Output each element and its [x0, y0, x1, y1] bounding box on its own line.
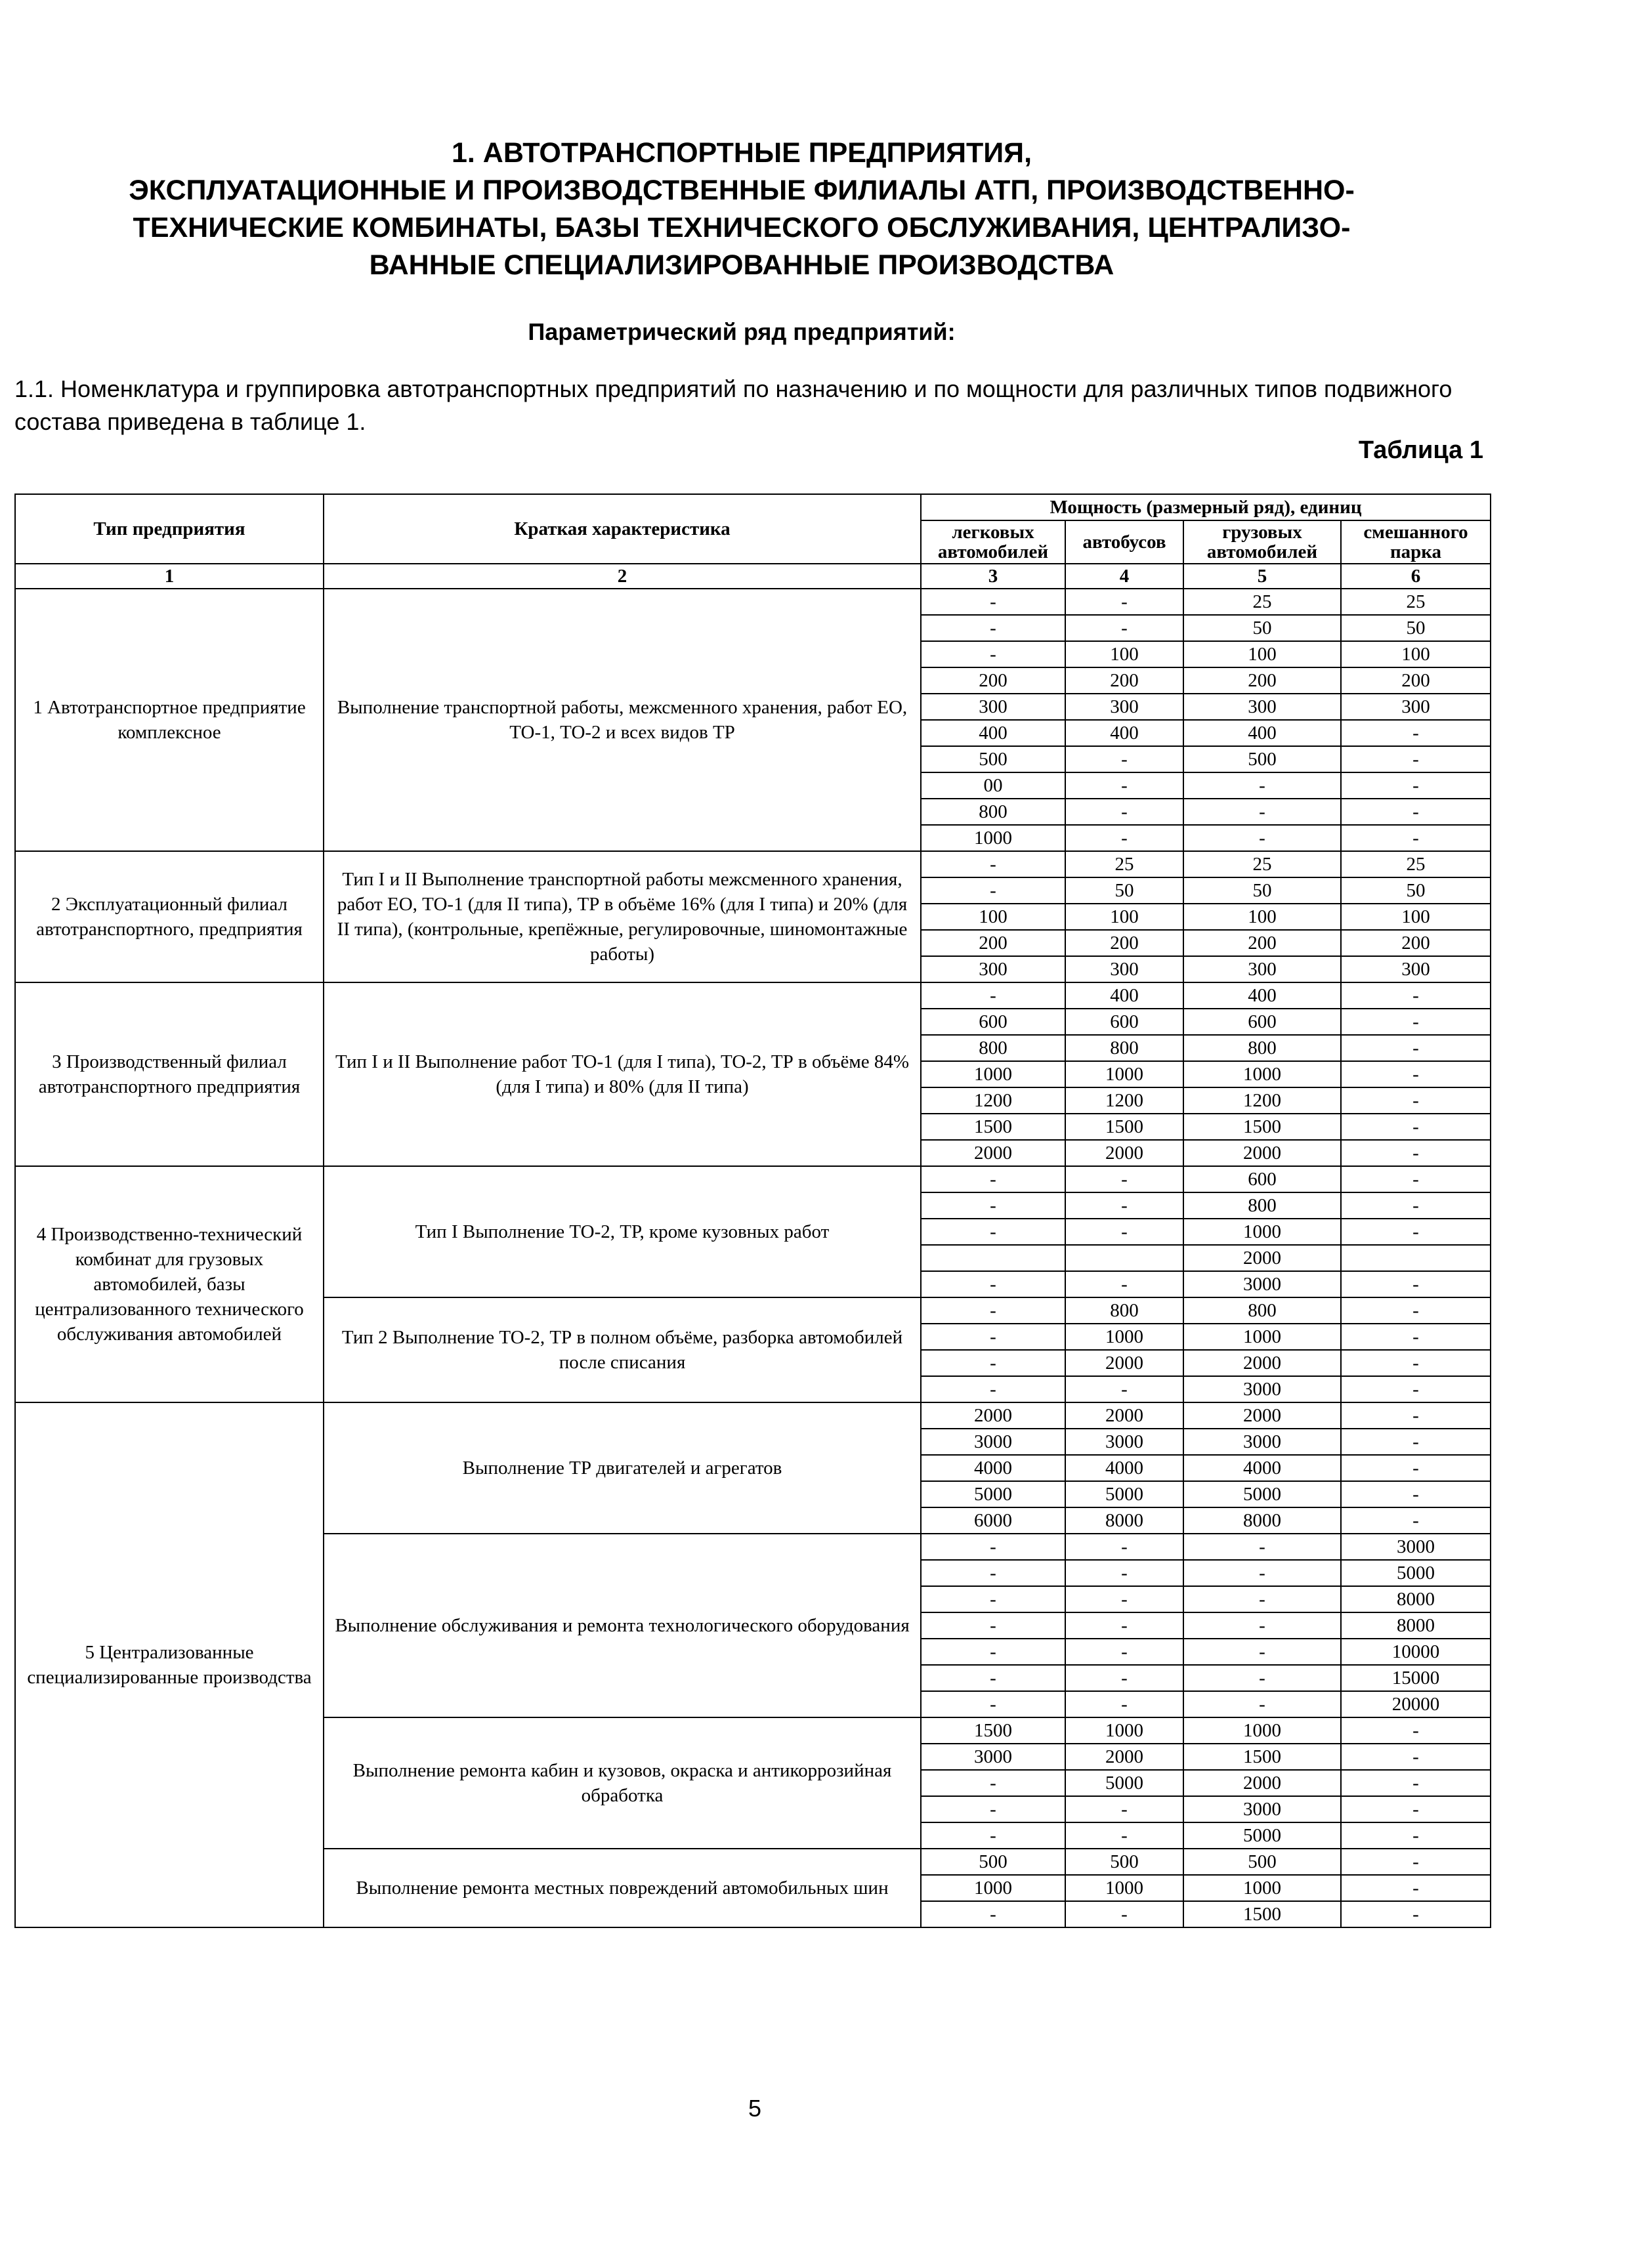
- value-cell: 300: [921, 956, 1065, 982]
- enterprise-type: 5 Централизованные специализированные производства: [15, 1402, 324, 1927]
- value-cell: 8000: [1341, 1612, 1491, 1639]
- value-cell: -: [921, 1665, 1065, 1691]
- value-cell: 600: [1065, 1009, 1183, 1035]
- value-cell: -: [1065, 1901, 1183, 1927]
- enterprise-description: Тип I и II Выполнение транспортной работы межсменного хранения, работ ЕО, ТО-1 (для II типа), ТР в объёме 16% (для I типа) и 20% (для II типа), (контрольные, крепёжные, регулировочные, шиномонтажные работы): [324, 851, 921, 982]
- value-cell: -: [1183, 825, 1341, 851]
- value-cell: -: [1065, 1691, 1183, 1717]
- value-cell: -: [1183, 772, 1341, 799]
- value-cell: 3000: [921, 1429, 1065, 1455]
- value-cell: 400: [1183, 982, 1341, 1009]
- value-cell: 500: [1183, 746, 1341, 772]
- table-row: [15, 589, 1491, 615]
- value-cell: 25: [1341, 589, 1491, 615]
- value-cell: [1065, 1245, 1183, 1271]
- value-cell: 1000: [1183, 1875, 1341, 1901]
- value-cell: 100: [1183, 904, 1341, 930]
- header-power: Мощность (размерный ряд), единиц: [921, 494, 1491, 520]
- page-number: 5: [748, 2095, 762, 2122]
- value-cell: 8000: [1065, 1507, 1183, 1534]
- value-cell: -: [1065, 1796, 1183, 1822]
- value-cell: -: [1183, 1665, 1341, 1691]
- value-cell: -: [1065, 1822, 1183, 1849]
- header-buses: автобусов: [1065, 520, 1183, 564]
- value-cell: -: [1341, 1271, 1491, 1297]
- value-cell: 100: [921, 904, 1065, 930]
- value-cell: 25: [1065, 851, 1183, 877]
- value-cell: 5000: [1341, 1560, 1491, 1586]
- value-cell: -: [921, 1297, 1065, 1324]
- value-cell: -: [1065, 825, 1183, 851]
- value-cell: -: [921, 1219, 1065, 1245]
- value-cell: 25: [1183, 851, 1341, 877]
- value-cell: -: [1065, 1586, 1183, 1612]
- value-cell: -: [1065, 1192, 1183, 1219]
- header-desc: Краткая характеристика: [324, 494, 921, 564]
- value-cell: 2000: [1065, 1402, 1183, 1429]
- value-cell: 300: [1065, 956, 1183, 982]
- value-cell: 5000: [1065, 1481, 1183, 1507]
- value-cell: 3000: [1183, 1376, 1341, 1402]
- value-cell: 1000: [921, 1061, 1065, 1087]
- value-cell: 400: [1183, 720, 1341, 746]
- value-cell: 5000: [1183, 1481, 1341, 1507]
- value-cell: 800: [1183, 1035, 1341, 1061]
- value-cell: 2000: [1183, 1350, 1341, 1376]
- value-cell: 50: [1065, 877, 1183, 904]
- value-cell: -: [1341, 746, 1491, 772]
- value-cell: -: [1341, 825, 1491, 851]
- value-cell: -: [921, 1639, 1065, 1665]
- value-cell: -: [1341, 982, 1491, 1009]
- value-cell: 300: [921, 694, 1065, 720]
- value-cell: -: [1341, 1376, 1491, 1402]
- value-cell: 200: [1065, 930, 1183, 956]
- table-body: [15, 589, 1491, 1927]
- header-type: Тип предприятия: [15, 494, 324, 564]
- value-cell: -: [1341, 1770, 1491, 1796]
- value-cell: -: [1065, 589, 1183, 615]
- value-cell: 200: [1341, 667, 1491, 694]
- value-cell: 2000: [1183, 1140, 1341, 1166]
- value-cell: -: [1341, 1744, 1491, 1770]
- value-cell: 1000: [921, 825, 1065, 851]
- value-cell: -: [1341, 1481, 1491, 1507]
- value-cell: 1500: [1183, 1114, 1341, 1140]
- value-cell: -: [1341, 1009, 1491, 1035]
- value-cell: -: [1341, 1219, 1491, 1245]
- value-cell: 600: [1183, 1166, 1341, 1192]
- header-trucks: грузовых автомобилей: [1183, 520, 1341, 564]
- value-cell: 2000: [1065, 1744, 1183, 1770]
- value-cell: -: [921, 1192, 1065, 1219]
- col-number: 5: [1183, 564, 1341, 589]
- value-cell: -: [1183, 799, 1341, 825]
- value-cell: 1000: [1065, 1061, 1183, 1087]
- value-cell: 15000: [1341, 1665, 1491, 1691]
- value-cell: -: [1065, 1271, 1183, 1297]
- value-cell: -: [921, 1586, 1065, 1612]
- value-cell: 400: [1065, 720, 1183, 746]
- value-cell: -: [921, 589, 1065, 615]
- enterprise-type: 1 Автотранспортное предприятие комплексное: [15, 589, 324, 851]
- value-cell: 800: [1183, 1192, 1341, 1219]
- value-cell: 2000: [1065, 1140, 1183, 1166]
- value-cell: -: [1341, 1717, 1491, 1744]
- value-cell: -: [921, 851, 1065, 877]
- value-cell: 100: [1341, 641, 1491, 667]
- value-cell: 300: [1183, 956, 1341, 982]
- value-cell: -: [921, 641, 1065, 667]
- value-cell: 500: [921, 746, 1065, 772]
- value-cell: 50: [1183, 615, 1341, 641]
- value-cell: 2000: [1183, 1770, 1341, 1796]
- enterprise-description: Тип I Выполнение ТО-2, ТР, кроме кузовных работ: [324, 1166, 921, 1297]
- value-cell: 20000: [1341, 1691, 1491, 1717]
- value-cell: -: [1341, 1324, 1491, 1350]
- value-cell: 200: [1065, 667, 1183, 694]
- value-cell: 1500: [921, 1717, 1065, 1744]
- enterprise-description: Тип I и II Выполнение работ ТО-1 (для I типа), ТО-2, ТР в объёме 84% (для I типа) и 80% (для II типа): [324, 982, 921, 1166]
- subtitle: Параметрический ряд предприятий:: [528, 318, 956, 345]
- value-cell: -: [1341, 1822, 1491, 1849]
- value-cell: 2000: [921, 1402, 1065, 1429]
- value-cell: 1000: [1183, 1717, 1341, 1744]
- value-cell: 50: [1341, 877, 1491, 904]
- value-cell: 300: [1341, 956, 1491, 982]
- value-cell: -: [1341, 720, 1491, 746]
- value-cell: 50: [1341, 615, 1491, 641]
- value-cell: -: [921, 1612, 1065, 1639]
- value-cell: 3000: [1183, 1271, 1341, 1297]
- value-cell: -: [1065, 1166, 1183, 1192]
- value-cell: 1200: [1183, 1087, 1341, 1114]
- value-cell: 1500: [1065, 1114, 1183, 1140]
- table-row: [15, 1402, 1491, 1429]
- value-cell: 3000: [1065, 1429, 1183, 1455]
- value-cell: -: [921, 1770, 1065, 1796]
- col-number: 4: [1065, 564, 1183, 589]
- value-cell: -: [1183, 1534, 1341, 1560]
- heading-line: ЭКСПЛУАТАЦИОННЫЕ И ПРОИЗВОДСТВЕННЫЕ ФИЛИАЛЫ АТП, ПРОИЗВОДСТВЕННО-: [129, 175, 1355, 206]
- value-cell: -: [1065, 1376, 1183, 1402]
- table-label: Таблица 1: [1358, 436, 1483, 464]
- value-cell: 400: [921, 720, 1065, 746]
- value-cell: 2000: [1065, 1350, 1183, 1376]
- value-cell: 300: [1065, 694, 1183, 720]
- value-cell: -: [1065, 799, 1183, 825]
- enterprise-description: Выполнение обслуживания и ремонта технологического оборудования: [324, 1534, 921, 1717]
- value-cell: 8000: [1341, 1586, 1491, 1612]
- value-cell: -: [1183, 1612, 1341, 1639]
- value-cell: 4000: [921, 1455, 1065, 1481]
- value-cell: 3000: [1183, 1796, 1341, 1822]
- value-cell: -: [1341, 1901, 1491, 1927]
- value-cell: 1500: [921, 1114, 1065, 1140]
- value-cell: 3000: [921, 1744, 1065, 1770]
- enterprise-type: 2 Эксплуатационный филиал автотранспортного, предприятия: [15, 851, 324, 982]
- value-cell: 800: [1065, 1297, 1183, 1324]
- value-cell: -: [1341, 1429, 1491, 1455]
- col-number: 2: [324, 564, 921, 589]
- value-cell: -: [1341, 1507, 1491, 1534]
- value-cell: -: [1065, 1612, 1183, 1639]
- value-cell: -: [1065, 1534, 1183, 1560]
- enterprise-description: Выполнение ремонта кабин и кузовов, окраска и антикоррозийная обработка: [324, 1717, 921, 1849]
- value-cell: -: [1341, 1087, 1491, 1114]
- value-cell: 5000: [1183, 1822, 1341, 1849]
- value-cell: -: [1065, 772, 1183, 799]
- header-cars: легковых автомобилей: [921, 520, 1065, 564]
- value-cell: 600: [921, 1009, 1065, 1035]
- enterprise-table: [14, 494, 1491, 1928]
- value-cell: 200: [1183, 930, 1341, 956]
- value-cell: -: [921, 1350, 1065, 1376]
- heading-line: 1. АВТОТРАНСПОРТНЫЕ ПРЕДПРИЯТИЯ,: [451, 137, 1032, 169]
- value-cell: -: [921, 615, 1065, 641]
- value-cell: 800: [1065, 1035, 1183, 1061]
- value-cell: -: [921, 1691, 1065, 1717]
- value-cell: 100: [1183, 641, 1341, 667]
- value-cell: 5000: [921, 1481, 1065, 1507]
- value-cell: -: [921, 1166, 1065, 1192]
- value-cell: -: [1341, 1061, 1491, 1087]
- value-cell: 2000: [1183, 1245, 1341, 1271]
- col-number: 1: [15, 564, 324, 589]
- value-cell: -: [921, 1534, 1065, 1560]
- value-cell: 1000: [921, 1875, 1065, 1901]
- value-cell: -: [1065, 1219, 1183, 1245]
- enterprise-type: 3 Производственный филиал автотранспортного предприятия: [15, 982, 324, 1166]
- intro-paragraph: 1.1. Номенклатура и группировка автотранспортных предприятий по назначению и по мощности для различных типов подвижного состава приведена в таблице 1.: [14, 375, 1453, 435]
- enterprise-description: Тип 2 Выполнение ТО-2, ТР в полном объёме, разборка автомобилей после списания: [324, 1297, 921, 1402]
- header-mixed: смешанного парка: [1341, 520, 1491, 564]
- value-cell: -: [1341, 1796, 1491, 1822]
- value-cell: 500: [1183, 1849, 1341, 1875]
- heading-line: ТЕХНИЧЕСКИЕ КОМБИНАТЫ, БАЗЫ ТЕХНИЧЕСКОГО ОБСЛУЖИВАНИЯ, ЦЕНТРАЛИЗО-: [133, 212, 1351, 243]
- value-cell: 1200: [1065, 1087, 1183, 1114]
- value-cell: -: [1341, 1350, 1491, 1376]
- value-cell: -: [1341, 1166, 1491, 1192]
- value-cell: -: [1065, 615, 1183, 641]
- value-cell: 4000: [1065, 1455, 1183, 1481]
- value-cell: -: [1341, 772, 1491, 799]
- value-cell: 200: [1341, 930, 1491, 956]
- enterprise-description: Выполнение транспортной работы, межсменного хранения, работ ЕО, ТО-1, ТО-2 и всех видов ТР: [324, 589, 921, 851]
- value-cell: 100: [1341, 904, 1491, 930]
- heading-line: ВАННЫЕ СПЕЦИАЛИЗИРОВАННЫЕ ПРОИЗВОДСТВА: [369, 249, 1114, 281]
- value-cell: 4000: [1183, 1455, 1341, 1481]
- table-row: [15, 1166, 1491, 1192]
- value-cell: 100: [1065, 904, 1183, 930]
- value-cell: 1000: [1065, 1324, 1183, 1350]
- value-cell: 1000: [1183, 1219, 1341, 1245]
- value-cell: 5000: [1065, 1770, 1183, 1796]
- value-cell: -: [1341, 1402, 1491, 1429]
- value-cell: -: [1183, 1639, 1341, 1665]
- value-cell: 25: [1183, 589, 1341, 615]
- value-cell: -: [1341, 1140, 1491, 1166]
- value-cell: -: [921, 982, 1065, 1009]
- value-cell: 200: [921, 930, 1065, 956]
- value-cell: 800: [921, 799, 1065, 825]
- value-cell: 1000: [1065, 1717, 1183, 1744]
- table-row: [15, 982, 1491, 1009]
- value-cell: 6000: [921, 1507, 1065, 1534]
- value-cell: 3000: [1341, 1534, 1491, 1560]
- value-cell: -: [921, 1324, 1065, 1350]
- value-cell: 2000: [1183, 1402, 1341, 1429]
- value-cell: 500: [921, 1849, 1065, 1875]
- value-cell: -: [1065, 1560, 1183, 1586]
- value-cell: -: [1065, 1665, 1183, 1691]
- value-cell: -: [921, 877, 1065, 904]
- value-cell: 1000: [1183, 1324, 1341, 1350]
- value-cell: -: [1065, 746, 1183, 772]
- value-cell: 800: [921, 1035, 1065, 1061]
- value-cell: -: [1341, 799, 1491, 825]
- value-cell: 1000: [1065, 1875, 1183, 1901]
- value-cell: 00: [921, 772, 1065, 799]
- value-cell: 25: [1341, 851, 1491, 877]
- value-cell: 1000: [1183, 1061, 1341, 1087]
- value-cell: [1341, 1245, 1491, 1271]
- value-cell: 3000: [1183, 1429, 1341, 1455]
- value-cell: 800: [1183, 1297, 1341, 1324]
- value-cell: [921, 1245, 1065, 1271]
- value-cell: -: [1183, 1691, 1341, 1717]
- col-number: 3: [921, 564, 1065, 589]
- value-cell: 8000: [1183, 1507, 1341, 1534]
- section-heading: [0, 135, 1483, 284]
- value-cell: -: [921, 1822, 1065, 1849]
- value-cell: 400: [1065, 982, 1183, 1009]
- value-cell: 200: [1183, 667, 1341, 694]
- enterprise-type: 4 Производственно-технический комбинат для грузовых автомобилей, базы централизованного технического обслуживания автомобилей: [15, 1166, 324, 1402]
- value-cell: -: [1341, 1114, 1491, 1140]
- value-cell: -: [1341, 1849, 1491, 1875]
- value-cell: -: [921, 1796, 1065, 1822]
- value-cell: -: [1341, 1192, 1491, 1219]
- value-cell: 2000: [921, 1140, 1065, 1166]
- value-cell: 10000: [1341, 1639, 1491, 1665]
- value-cell: 1500: [1183, 1901, 1341, 1927]
- value-cell: 1200: [921, 1087, 1065, 1114]
- table-container: [14, 494, 1490, 1928]
- value-cell: -: [1341, 1297, 1491, 1324]
- value-cell: 600: [1183, 1009, 1341, 1035]
- value-cell: 100: [1065, 641, 1183, 667]
- col-number: 6: [1341, 564, 1491, 589]
- value-cell: -: [921, 1560, 1065, 1586]
- value-cell: -: [1065, 1639, 1183, 1665]
- value-cell: -: [921, 1271, 1065, 1297]
- table-row: [15, 851, 1491, 877]
- enterprise-description: Выполнение ТР двигателей и агрегатов: [324, 1402, 921, 1534]
- value-cell: -: [1341, 1035, 1491, 1061]
- value-cell: -: [1183, 1586, 1341, 1612]
- enterprise-description: Выполнение ремонта местных повреждений автомобильных шин: [324, 1849, 921, 1927]
- value-cell: 1500: [1183, 1744, 1341, 1770]
- value-cell: 300: [1183, 694, 1341, 720]
- value-cell: -: [921, 1901, 1065, 1927]
- value-cell: 300: [1341, 694, 1491, 720]
- value-cell: -: [921, 1376, 1065, 1402]
- value-cell: -: [1341, 1875, 1491, 1901]
- value-cell: -: [1183, 1560, 1341, 1586]
- value-cell: 200: [921, 667, 1065, 694]
- value-cell: 500: [1065, 1849, 1183, 1875]
- value-cell: -: [1341, 1455, 1491, 1481]
- value-cell: 50: [1183, 877, 1341, 904]
